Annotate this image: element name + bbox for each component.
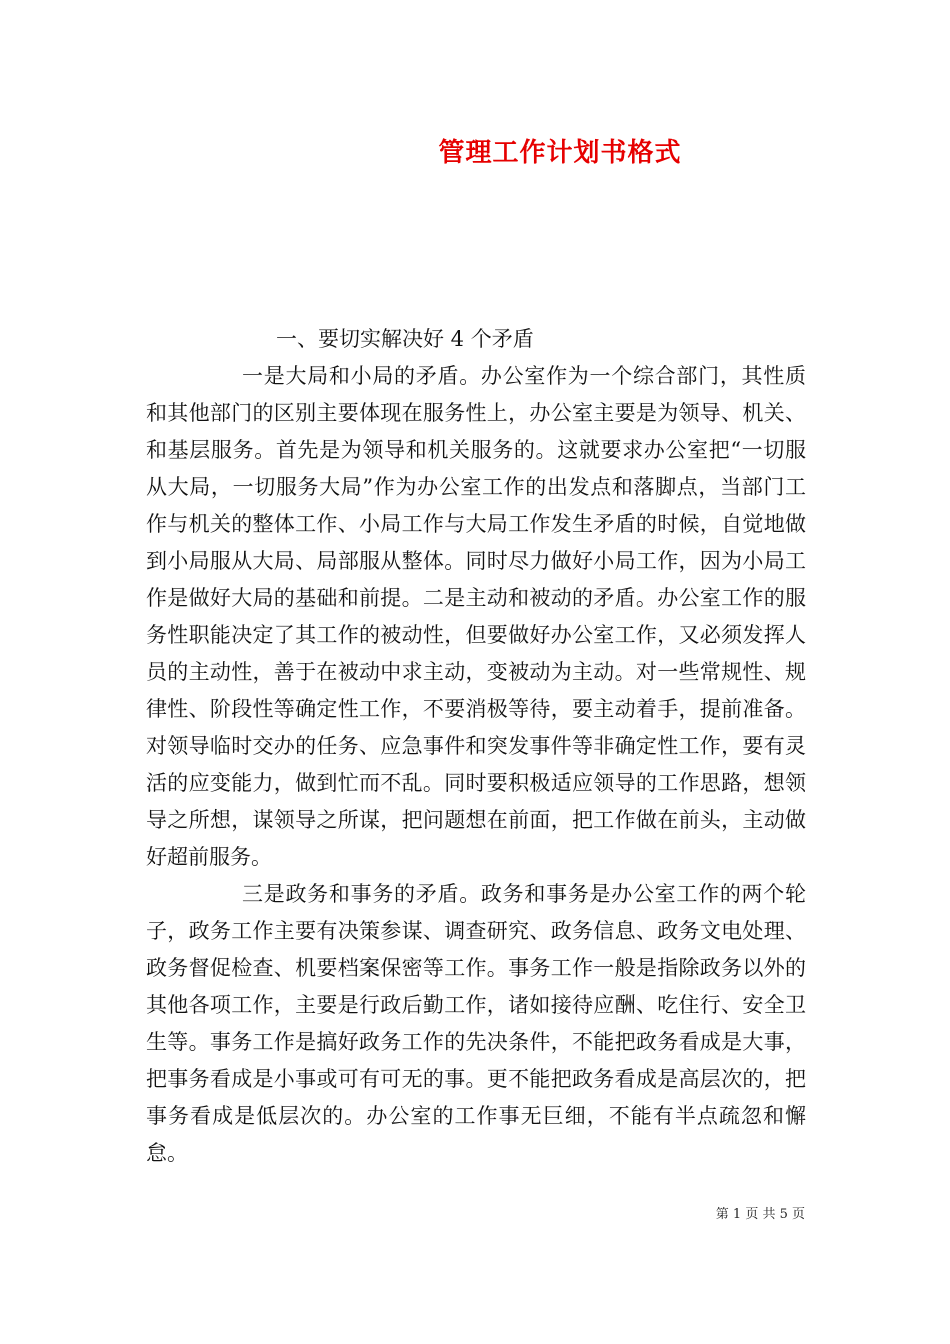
paragraph: 三是政务和事务的矛盾。政务和事务是办公室工作的两个轮子，政务工作主要有决策参谋、调查研究、政务信息、政务文电处理、政务督促检查、机要档案保密等工作。事务工作一般是指除政务以外的其他各项工作，主要是行政后勤工作，诸如接待应酬、吃住行、安全卫生等。事务工作是搞好政务工作的先决条件，不能把政务看成是大事，把事务看成是小事或可有可无的事。更不能把政务看成是高层次的，把事务看成是低层次的。办公室的工作事无巨细，不能有半点疏忽和懈怠。 [146,882,806,1165]
paragraph: 一是大局和小局的矛盾。办公室作为一个综合部门，其性质和其他部门的区别主要体现在服务性上，办公室主要是为领导、机关、和基层服务。首先是为领导和机关服务的。这就要求办公室把“一切服从大局，一切服务大局”作为办公室工作的出发点和落脚点，当部门工作与机关的整体工作、小局工作与大局工作发生矛盾的时候，自觉地做到小局服从大局、局部服从整体。同时尽力做好小局工作，因为小局工作是做好大局的基础和前提。二是主动和被动的矛盾。办公室工作的服务性职能决定了其工作的被动性，但要做好办公室工作，又必须发挥人员的主动性，善于在被动中求主动，变被动为主动。对一些常规性、规律性、阶段性等确定性工作，不要消极等待，要主动着手，提前准备。对领导临时交办的任务、应急事件和突发事件等非确定性工作，要有灵活的应变能力，做到忙而不乱。同时要积极适应领导的工作思路，想领导之所想，谋领导之所谋，把问题想在前面，把工作做在前头，主动做好超前服务。 [146,364,806,869]
section-heading: 一、要切实解决好 4 个矛盾 [276,327,534,351]
document-body [146,321,806,1172]
page-title: 管理工作计划书格式 [438,138,682,168]
page-footer: 第 1 页 共 5 页 [715,1207,805,1222]
